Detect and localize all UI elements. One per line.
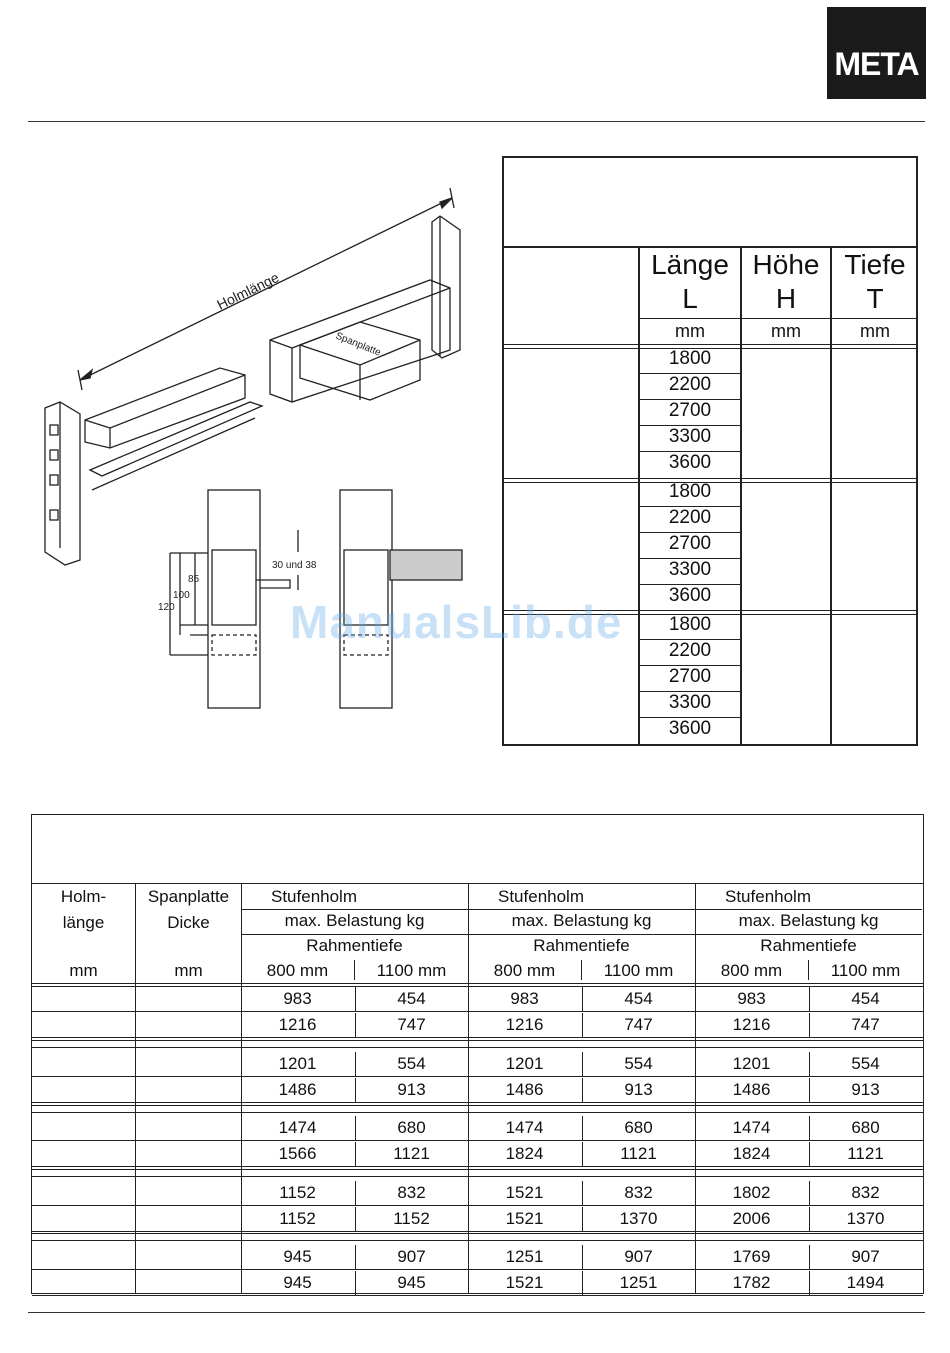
load-value-cell: 832	[397, 1183, 426, 1202]
beam-drawing	[30, 180, 490, 720]
load-value-cell: 913	[851, 1080, 880, 1099]
load-value-cell: 832	[851, 1183, 880, 1202]
holm-unit: mm	[69, 961, 98, 980]
load-value-cell: 1152	[279, 1183, 316, 1202]
load-value-cell: 1121	[620, 1144, 657, 1163]
load-value-cell: 554	[397, 1054, 426, 1073]
meta-logo: META	[827, 7, 926, 99]
load-value-cell: 554	[851, 1054, 880, 1073]
laenge-cell: 2700	[668, 666, 712, 687]
row-divider	[32, 1140, 923, 1141]
laenge-cell: 3300	[668, 692, 712, 713]
footer-rule	[28, 1312, 925, 1313]
load-value-cell: 1802	[732, 1183, 771, 1202]
row-divider	[32, 1102, 923, 1103]
load-value-cell: 1121	[847, 1144, 884, 1163]
dim-85-label: 85	[188, 574, 200, 585]
load-value-cell: 1216	[505, 1015, 544, 1034]
load-value-cell: 1201	[505, 1054, 544, 1073]
load-value-cell: 907	[397, 1247, 426, 1266]
load-value-cell: 1782	[732, 1273, 771, 1292]
header-laenge: Länge L	[651, 249, 729, 314]
load-value-cell: 1251	[619, 1273, 658, 1292]
watermark: ManualsLib.de	[290, 596, 623, 648]
load-value-cell: 1486	[505, 1080, 544, 1099]
stufenholm-title: Stufenholm	[498, 887, 584, 906]
load-value-cell: 454	[624, 989, 653, 1008]
load-value-cell: 680	[624, 1118, 653, 1137]
laenge-cell: 2700	[668, 533, 712, 554]
dim-120-label: 120	[158, 602, 175, 613]
header-rule	[28, 121, 925, 122]
load-value-cell: 1474	[505, 1118, 544, 1137]
row-divider	[32, 1231, 923, 1232]
load-value-cell: 1824	[732, 1144, 771, 1163]
load-table	[31, 814, 924, 1294]
row-divider	[32, 1076, 923, 1077]
load-value-cell: 1566	[278, 1144, 317, 1163]
row-divider	[32, 1166, 923, 1167]
divider	[695, 909, 922, 910]
laenge-cell: 3300	[668, 559, 712, 580]
depth-800-label: 800 mm	[493, 961, 556, 980]
depth-1100-label: 1100 mm	[376, 961, 447, 980]
load-value-cell: 1494	[846, 1273, 885, 1292]
load-value-cell: 1370	[619, 1209, 658, 1228]
load-value-cell: 945	[397, 1273, 426, 1292]
row-divider	[32, 1205, 923, 1206]
dim-30-38-label: 30 und 38	[272, 560, 317, 571]
laenge-cell: 1800	[668, 614, 712, 635]
depth-800-label: 800 mm	[720, 961, 783, 980]
row-divider	[32, 1269, 923, 1270]
laenge-cell: 3300	[668, 426, 712, 447]
load-value-cell: 1201	[732, 1054, 771, 1073]
load-value-cell: 907	[851, 1247, 880, 1266]
laenge-cell: 2200	[668, 507, 712, 528]
load-value-cell: 907	[624, 1247, 653, 1266]
depth-1100-label: 1100 mm	[603, 961, 674, 980]
load-value-cell: 945	[283, 1247, 312, 1266]
load-value-cell: 1824	[505, 1144, 544, 1163]
load-value-cell: 913	[624, 1080, 653, 1099]
depth-800-label: 800 mm	[266, 961, 329, 980]
dim-100-label: 100	[173, 590, 190, 601]
row-separator	[32, 1105, 923, 1113]
load-value-cell: 747	[851, 1015, 880, 1034]
row-divider	[32, 1295, 923, 1296]
divider	[468, 909, 695, 910]
laenge-cell: 2700	[668, 400, 712, 421]
row-separator	[32, 983, 923, 987]
load-value-cell: 1201	[278, 1054, 317, 1073]
laenge-cell: 3600	[668, 718, 712, 739]
header-hoehe: Höhe H	[752, 249, 820, 314]
dimension-table	[502, 156, 918, 746]
laenge-cell: 1800	[668, 348, 712, 369]
load-value-cell: 1152	[393, 1209, 430, 1228]
span-unit: mm	[174, 961, 203, 980]
load-value-cell: 1521	[505, 1209, 544, 1228]
load-value-cell: 2006	[732, 1209, 771, 1228]
rahmentiefe-label: Rahmentiefe	[760, 936, 857, 955]
divider	[468, 934, 695, 935]
belastung-label: max. Belastung kg	[284, 911, 425, 930]
load-value-cell: 1521	[505, 1273, 544, 1292]
load-value-cell: 1486	[732, 1080, 771, 1099]
divider	[241, 909, 468, 910]
stufenholm-title: Stufenholm	[725, 887, 811, 906]
load-value-cell: 1521	[505, 1183, 544, 1202]
holm-header: Holm- länge	[60, 887, 107, 932]
load-value-cell: 1251	[505, 1247, 544, 1266]
divider	[581, 960, 582, 980]
unit-hoehe: mm	[771, 321, 801, 341]
load-value-cell: 1474	[278, 1118, 317, 1137]
stufenholm-title: Stufenholm	[271, 887, 357, 906]
load-value-cell: 913	[397, 1080, 426, 1099]
load-value-cell: 832	[624, 1183, 653, 1202]
load-value-cell: 945	[283, 1273, 312, 1292]
load-value-cell: 1370	[846, 1209, 885, 1228]
load-value-cell: 1474	[732, 1118, 771, 1137]
unit-tiefe: mm	[860, 321, 890, 341]
laenge-cell: 1800	[668, 481, 712, 502]
belastung-label: max. Belastung kg	[511, 911, 652, 930]
row-divider	[32, 1037, 923, 1038]
load-value-cell: 1216	[732, 1015, 771, 1034]
unit-laenge: mm	[675, 321, 705, 341]
load-value-cell: 680	[851, 1118, 880, 1137]
load-value-cell: 747	[397, 1015, 426, 1034]
belastung-label: max. Belastung kg	[738, 911, 879, 930]
load-value-cell: 1121	[393, 1144, 430, 1163]
load-value-cell: 983	[283, 989, 312, 1008]
divider	[354, 960, 355, 980]
load-value-cell: 1486	[278, 1080, 317, 1099]
rahmentiefe-label: Rahmentiefe	[306, 936, 403, 955]
divider	[808, 960, 809, 980]
load-value-cell: 1216	[278, 1015, 317, 1034]
holmlaenge-label: Holmlänge	[214, 268, 282, 313]
load-value-cell: 1769	[732, 1247, 771, 1266]
depth-1100-label: 1100 mm	[830, 961, 901, 980]
load-value-cell: 983	[737, 989, 766, 1008]
load-value-cell: 554	[624, 1054, 653, 1073]
span-header: Spanplatte Dicke	[147, 887, 230, 932]
load-value-cell: 747	[624, 1015, 653, 1034]
load-value-cell: 454	[397, 989, 426, 1008]
rahmentiefe-label: Rahmentiefe	[533, 936, 630, 955]
divider	[241, 934, 468, 935]
load-value-cell: 1152	[279, 1209, 316, 1228]
laenge-cell: 3600	[668, 585, 712, 606]
row-separator	[32, 1169, 923, 1177]
laenge-cell: 3600	[668, 452, 712, 473]
row-separator	[32, 1233, 923, 1241]
load-value-cell: 983	[510, 989, 539, 1008]
laenge-cell: 2200	[668, 374, 712, 395]
load-value-cell: 454	[851, 989, 880, 1008]
divider	[695, 934, 922, 935]
spanplatte-label: Spanplatte	[333, 330, 383, 359]
row-divider	[32, 1011, 923, 1012]
row-separator	[32, 1040, 923, 1048]
header-tiefe: Tiefe T	[844, 249, 906, 314]
laenge-cell: 2200	[668, 640, 712, 661]
load-value-cell: 680	[397, 1118, 426, 1137]
